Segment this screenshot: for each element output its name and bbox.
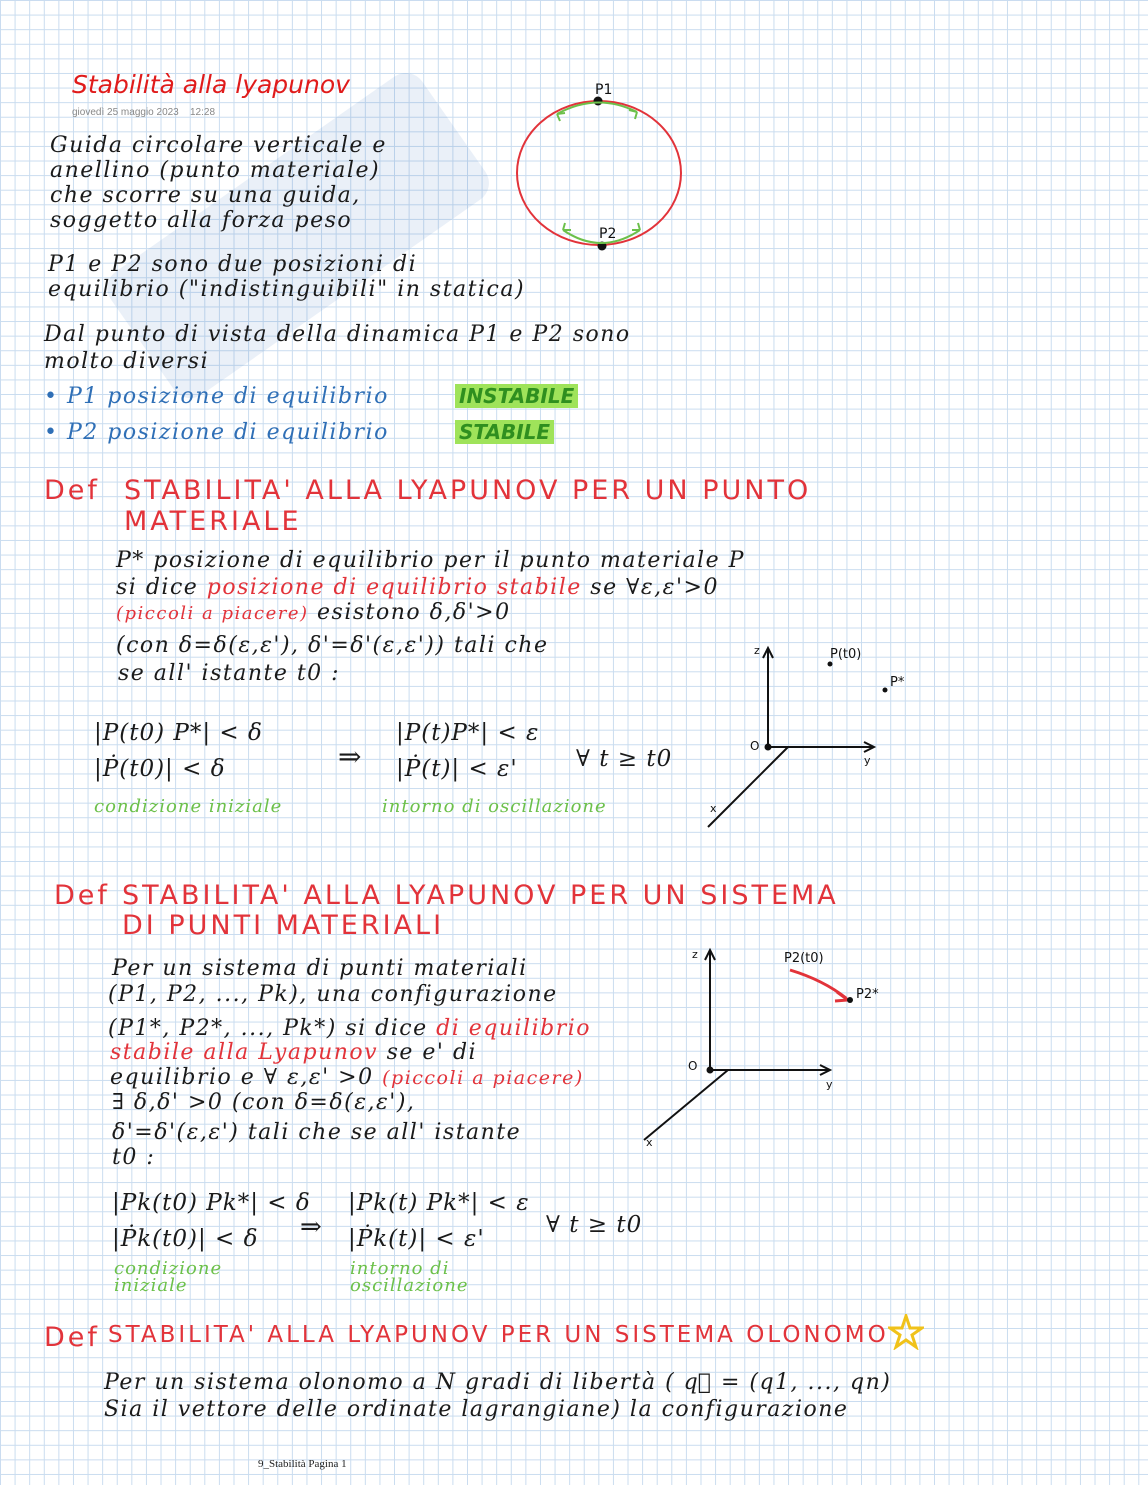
def2-implies: ⇒ (300, 1212, 323, 1242)
tag-instabile: INSTABILE (455, 384, 578, 408)
def1-label-res: intorno di oscillazione (382, 796, 607, 817)
page-date: giovedì 25 maggio 2023 (72, 107, 179, 118)
def1-line-2-red: posizione di equilibrio stabile (206, 575, 582, 600)
def2-label-cond-1: condizione (114, 1258, 223, 1279)
def1-label-cond: condizione iniziale (94, 796, 283, 817)
def2-line-4b: se e' di (386, 1040, 478, 1065)
axes1-point-pt0 (828, 662, 833, 667)
def1-forall: ∀ t ≥ t0 (576, 746, 673, 772)
def2-label-res-1: intorno di (350, 1258, 450, 1279)
def2-line-3-red: di equilibrio (436, 1016, 591, 1041)
page-footer: 9_Stabilità Pagina 1 (258, 1458, 347, 1470)
def1-title-line-1: STABILITA' ALLA LYAPUNOV PER UN PUNTO (124, 475, 812, 506)
axes2-point-pstar (847, 997, 853, 1003)
bullet-p1: • P1 posizione di equilibrio (44, 384, 389, 409)
intro-line-4: soggetto alla forza peso (50, 208, 353, 233)
axes1-point-pstar (883, 688, 888, 693)
axes-diagram-2 (628, 940, 898, 1155)
def2-title-line-2: DI PUNTI MATERIALI (122, 910, 445, 941)
def1-line-1: P* posizione di equilibrio per il punto materiale P (116, 548, 745, 573)
dynamics-line-2: molto diversi (44, 349, 210, 374)
axes1-label-x: x (710, 802, 717, 815)
star-icon (888, 1314, 924, 1350)
axes1-label-z: z (754, 644, 760, 657)
def2-res-2: |Ṗk(t)| < ε' (348, 1226, 485, 1252)
def2-line-6: ∃ δ,δ' >0 (con δ=δ(ε,ε'), (112, 1090, 416, 1115)
def1-line-3b: esistono δ,δ'>0 (317, 600, 511, 625)
def2-title-line-1: STABILITA' ALLA LYAPUNOV PER UN SISTEMA (122, 880, 839, 911)
def1-title-line-2: MATERIALE (124, 506, 302, 537)
def1-res-2: |Ṗ(t)| < ε' (396, 756, 518, 782)
def3-line-2: Sia il vettore delle ordinate lagrangiane) la configurazione (104, 1397, 849, 1422)
def1-line-4: (con δ=δ(ε,ε'), δ'=δ'(ε,ε')) tali che (116, 633, 549, 658)
axes2-label-pstar: P2* (856, 987, 879, 1002)
def2-line-8: t0 : (112, 1145, 156, 1170)
axes1-label-pt0: P(t0) (830, 647, 862, 662)
def2-res-1: |Pk(t) Pk*| < ε (348, 1190, 530, 1216)
def2-line-7: δ'=δ'(ε,ε') tali che se all' istante (112, 1120, 522, 1145)
axes2-label-pt0: P2(t0) (784, 951, 824, 966)
axes-diagram-1 (700, 640, 930, 835)
def3-line-1: Per un sistema olonomo a N gradi di libertà ( q⃗ = (q1, ..., qn) (104, 1370, 892, 1395)
axes2-label-y: y (826, 1078, 833, 1091)
circular-guide (517, 101, 681, 245)
axes2-label-origin: O (688, 1059, 698, 1073)
axes1-label-pstar: P* (890, 675, 905, 690)
def3-title-line-1: STABILITA' ALLA LYAPUNOV PER UN SISTEMA OLONOMO (108, 1322, 889, 1348)
def1-line-3-red: (piccoli a piacere) (116, 603, 309, 624)
dynamics-line-1: Dal punto di vista della dinamica P1 e P2 sono (44, 322, 631, 347)
def2-label-res-2: oscillazione (350, 1275, 469, 1296)
def3-prefix: Def (44, 1322, 100, 1353)
page-title: Stabilità alla lyapunov (72, 70, 350, 99)
def2-label-cond-2: iniziale (114, 1275, 188, 1296)
def1-line-2b: se ∀ε,ε'>0 (590, 575, 719, 600)
def2-line-4-red: stabile alla Lyapunov (110, 1040, 379, 1065)
def2-forall: ∀ t ≥ t0 (546, 1212, 643, 1238)
def1-cond-2: |Ṗ(t0)| < δ (94, 756, 226, 782)
bullet-p2: • P2 posizione di equilibrio (44, 420, 389, 445)
def1-cond-1: |P(t0) P*| < δ (94, 720, 263, 746)
def2-cond-1: |Pk(t0) Pk*| < δ (112, 1190, 311, 1216)
axes1-label-y: y (864, 754, 871, 767)
label-p1: P1 (595, 82, 613, 98)
equilibrium-line-2: equilibrio ("indistinguibili" in statica) (48, 277, 526, 302)
def2-cond-2: |Ṗk(t0)| < δ (112, 1226, 259, 1252)
def1-line-5: se all' istante t0 : (118, 661, 341, 686)
def2-prefix: Def (54, 880, 110, 911)
def1-res-1: |P(t)P*| < ε (396, 720, 540, 746)
def2-line-2: (P1, P2, ..., Pk), una configurazione (108, 982, 558, 1007)
label-p2: P2 (599, 226, 617, 242)
def2-line-1: Per un sistema di punti materiali (112, 956, 528, 981)
intro-line-3: che scorre su una guida, (50, 183, 361, 208)
def1-line-2a: si dice (116, 575, 199, 600)
axes2-label-z: z (692, 948, 698, 961)
axes1-label-origin: O (750, 739, 760, 753)
page-time: 12:28 (190, 107, 216, 118)
axes2-label-x: x (646, 1136, 653, 1149)
def2-line-3a: (P1*, P2*, ..., Pk*) si dice (108, 1016, 428, 1041)
def2-line-5a: equilibrio e ∀ ε,ε' >0 (110, 1065, 374, 1090)
tag-stabile: STABILE (455, 420, 554, 444)
circle-guide-diagram (505, 78, 700, 263)
equilibrium-line-1: P1 e P2 sono due posizioni di (48, 252, 418, 277)
intro-line-2: anellino (punto materiale) (50, 158, 381, 183)
def2-line-5-red: (piccoli a piacere) (382, 1067, 584, 1089)
intro-line-1: Guida circolare verticale e (50, 133, 387, 158)
def1-prefix: Def (44, 475, 100, 506)
def1-implies: ⇒ (338, 740, 363, 773)
